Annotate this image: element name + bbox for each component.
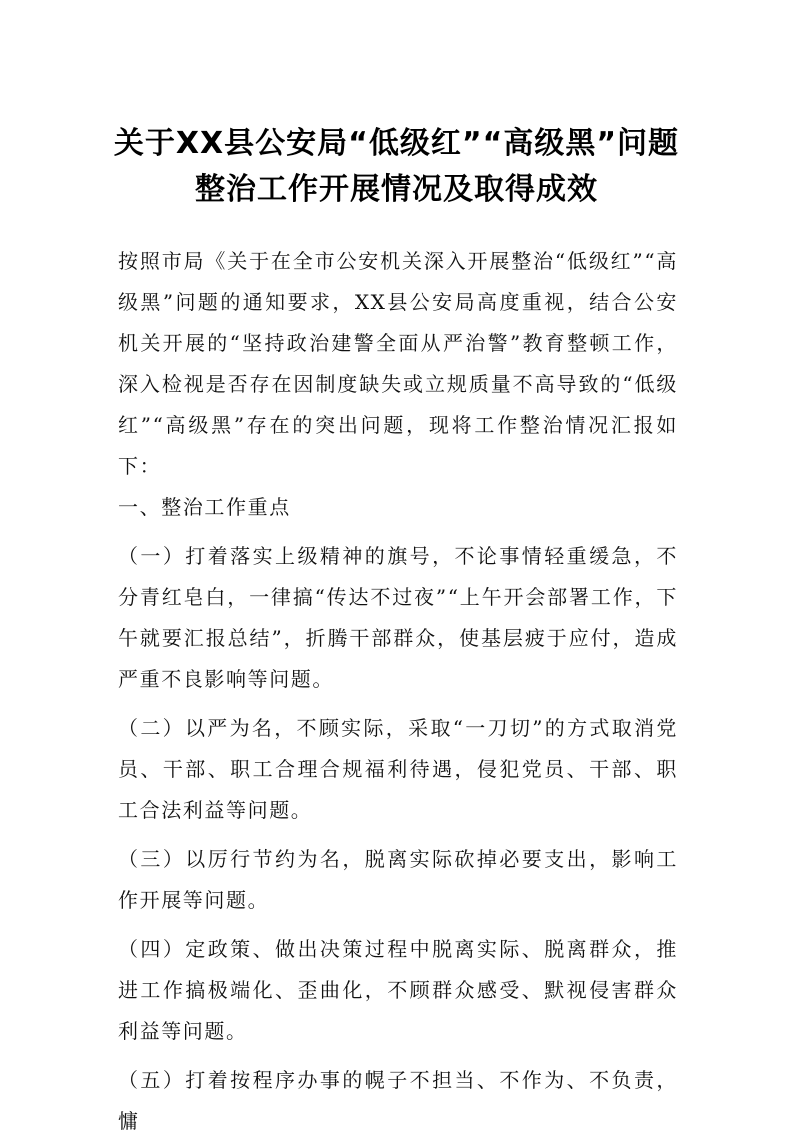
section-heading: 一、整治工作重点 xyxy=(118,495,291,519)
list-item-2: （二）以严为名，不顾实际，采取“一刀切”的方式取消党员、干部、职工合理合规福利待遇，侵犯党员、干部、职工合法利益等问题。 xyxy=(118,716,678,822)
list-item-4: （四）定政策、做出决策过程中脱离实际、脱离群众，推进工作搞极端化、歪曲化，不顾群众感受、默视侵害群众利益等问题。 xyxy=(118,937,678,1043)
list-item-3: （三）以厉行节约为名，脱离实际砍掉必要支出，影响工作开展等问题。 xyxy=(118,847,678,912)
list-item-1: （一）打着落实上级精神的旗号，不论事情轻重缓急，不分青红皂白，一律搞“传达不过夜”“上午开会部署工作，下午就要汇报总结”，折腾干部群众，使基层疲于应付，造成严重不良影响等问题。 xyxy=(118,544,678,691)
intro-paragraph: 按照市局《关于在全市公安机关深入开展整治“低级红”“高级黑”问题的通知要求，XX县公安局高度重视，结合公安机关开展的“坚持政治建警全面从严治警”教育整顿工作，深入检视是否存在因制度缺失或立规质量不高导致的“低级红”“高级黑”存在的突出问题，现将工作整治情况汇报如下： xyxy=(118,249,678,478)
document-body xyxy=(118,241,678,1142)
list-item-5: （五）打着按程序办事的幌子不担当、不作为、不负责，慵 xyxy=(118,1068,678,1133)
document-title-line-1: 关于XX县公安局“低级红”“高级黑”问题 xyxy=(113,126,680,161)
document-title-line-2: 整治工作开展情况及取得成效 xyxy=(195,172,598,207)
